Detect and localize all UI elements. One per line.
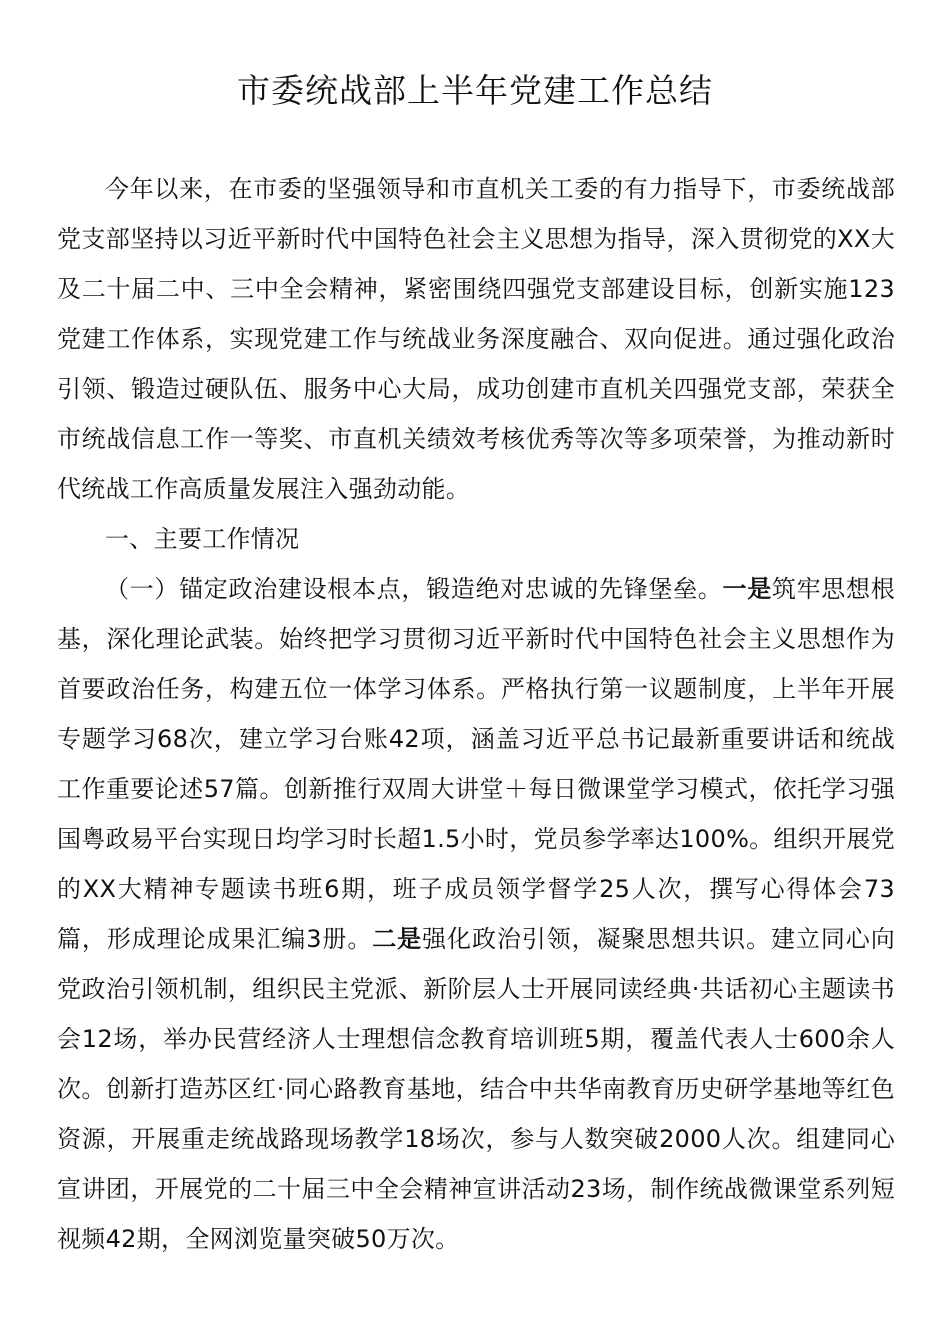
point-two-label: 二是 — [372, 925, 423, 953]
point-two-text: 强化政治引领，凝聚思想共识。建立同心向党政治引领机制，组织民主党派、新阶层人士开展同读经典·共话初心主题读书会12场，举办民营经济人士理想信念教育培训班5期，覆盖代表人士600余人次。创新打造苏区红·同心路教育基地，结合中共华南教育历史研学基地等红色资源，开展重走统战路现场教学18场次，参与人数突破2000人次。组建同心宣讲团，开展党的二十届三中全会精神宣讲活动23场，制作统战微课堂系列短视频42期，全网浏览量突破50万次。 — [57, 925, 895, 1253]
document-title: 市委统战部上半年党建工作总结 — [237, 71, 713, 110]
intro-paragraph: 今年以来，在市委的坚强领导和市直机关工委的有力指导下，市委统战部党支部坚持以习近平新时代中国特色社会主义思想为指导，深入贯彻党的XX大及二十届二中、三中全会精神，紧密围绕四强党支部建设目标，创新实施123党建工作体系，实现党建工作与统战业务深度融合、双向促进。通过强化政治引领、锻造过硬队伍、服务中心大局，成功创建市直机关四强党支部，荣获全市统战信息工作一等奖、市直机关绩效考核优秀等次等多项荣誉，为推动新时代统战工作高质量发展注入强劲动能。 — [57, 175, 895, 503]
point-one-text: 筑牢思想根基，深化理论武装。始终把学习贯彻习近平新时代中国特色社会主义思想作为首要政治任务，构建五位一体学习体系。严格执行第一议题制度，上半年开展专题学习68次，建立学习台账42项，涵盖习近平总书记最新重要讲话和统战工作重要论述57篇。创新推行双周大讲堂＋每日微课堂学习模式，依托学习强国粤政易平台实现日均学习时长超1.5小时，党员参学率达100%。组织开展党的XX大精神专题读书班6期，班子成员领学督学25人次，撰写心得体会73篇，形成理论成果汇编3册。 — [57, 575, 896, 953]
point-one-label: 一是 — [722, 575, 772, 603]
subsection-title: （一）锚定政治建设根本点，锻造绝对忠诚的先锋堡垒。 — [105, 575, 723, 603]
subsection-paragraph — [57, 564, 895, 1264]
section-heading: 一、主要工作情况 — [105, 525, 300, 553]
document-body — [57, 164, 895, 1264]
